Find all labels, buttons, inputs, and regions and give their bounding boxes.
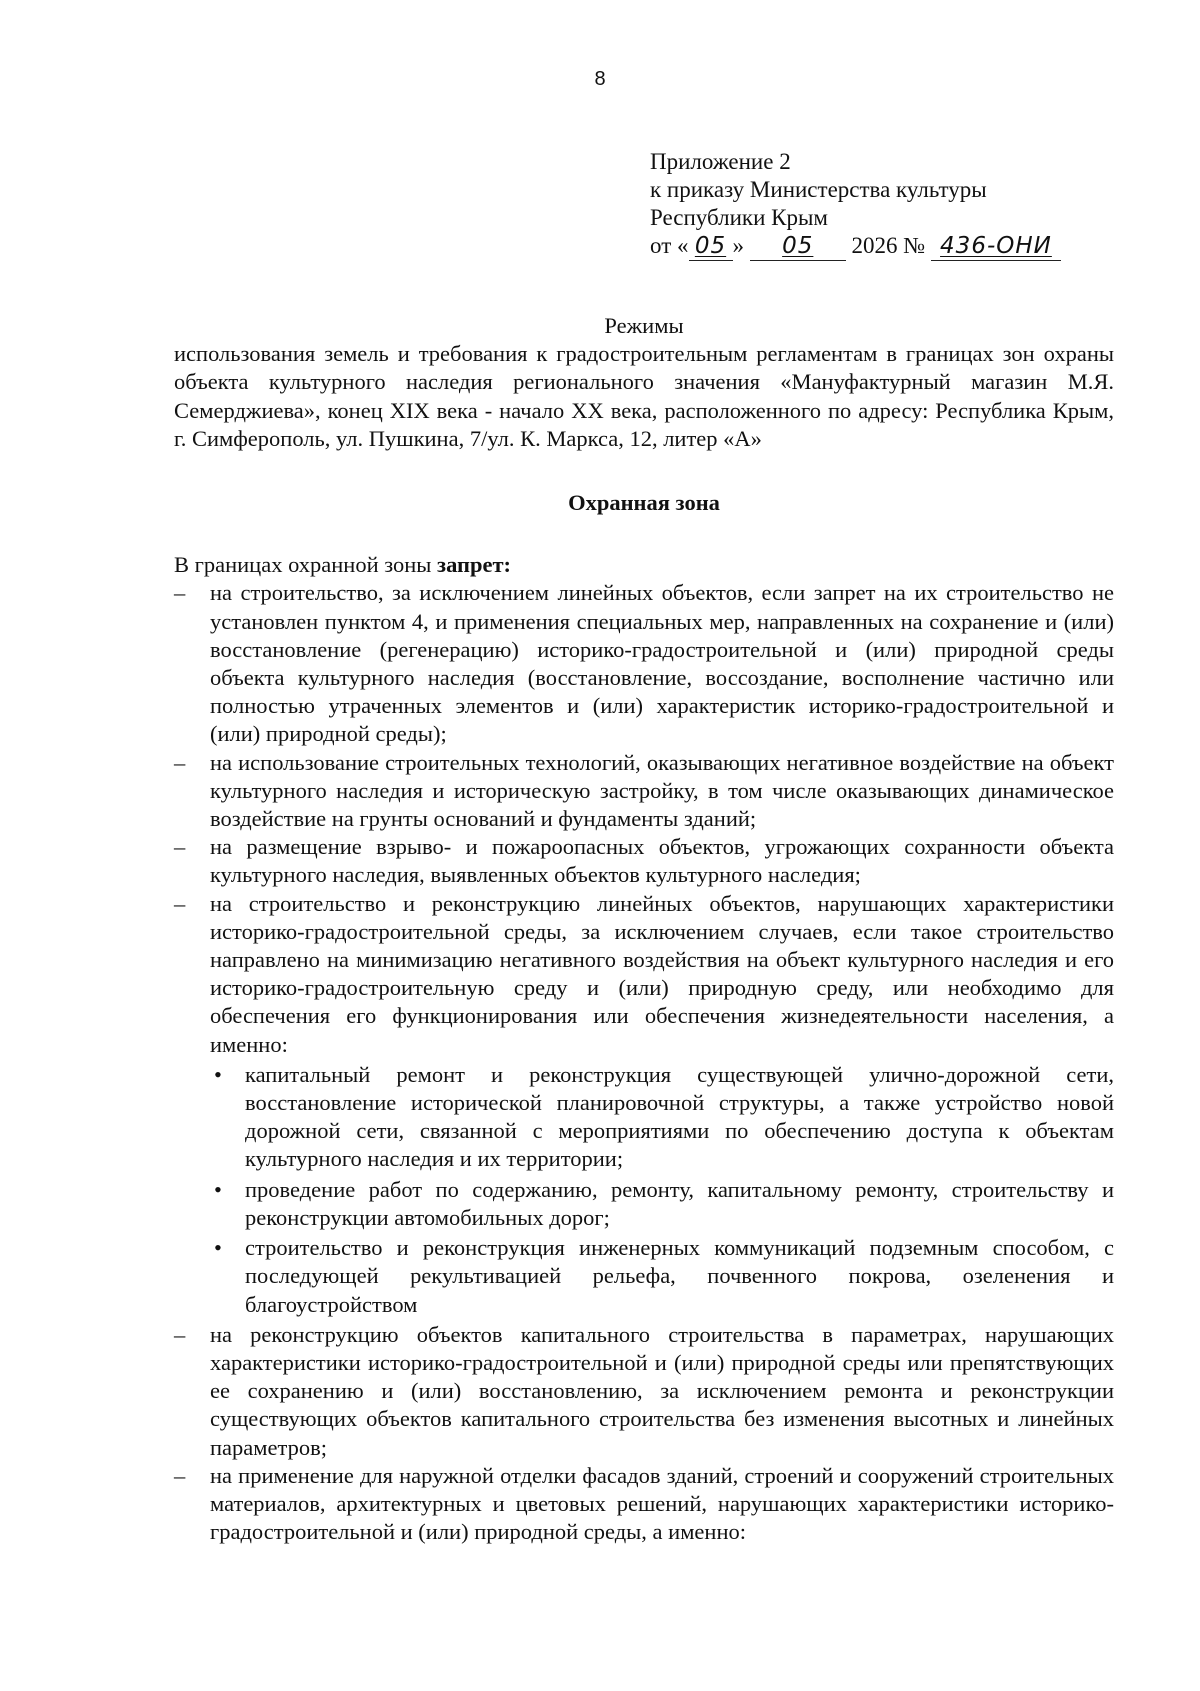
list-item: – на применение для наружной отделки фасадов зданий, строений и сооружений строительных материалов, архитектурных и цветовых решений, нарушающих характеристики историко-градостроительной и (или) природной среды, а именно: (174, 1462, 1114, 1547)
document-title: Режимы (604, 313, 684, 338)
document-body (174, 312, 1114, 1546)
list-item (174, 890, 1114, 1059)
appendix-line-2: к приказу Министерства культуры (650, 177, 987, 202)
date-prefix: от « (650, 233, 689, 258)
handwritten-day: 05 (689, 232, 733, 261)
intro-text: В границах охранной зоны (174, 552, 438, 578)
handwritten-month: 05 (750, 232, 846, 261)
appendix-line-3: Республики Крым (650, 205, 828, 230)
document-subtitle: использования земель и требования к градостроительным регламентам в границах зон охраны объекта культурного наследия регионального значения «Мануфактурный магазин М.Я. Семерджиева», конец XIX века - начало XX века, расположенного по адресу: Республика Крым, г. Симферополь, ул. Пушкина, 7/ул. К. Маркса, 12, литер «А» (174, 341, 1114, 451)
sub-list-item: • строительство и реконструкция инженерных коммуникаций подземным способом, с последующей рекультивацией рельефа, почвенного покрова, озеленения и благоустройством (174, 1234, 1114, 1319)
list-item: – на использование строительных технологий, оказывающих негативное воздействие на объект культурного наследия и историческую застройку, в том числе оказывающих динамическое воздействие на грунты оснований и фундаменты зданий; (174, 749, 1114, 834)
appendix-block (650, 148, 1110, 261)
prohibition-list (174, 579, 1114, 1058)
sub-list (174, 1061, 1114, 1319)
sub-list-item: • капитальный ремонт и реконструкция существующей улично-дорожной сети, восстановление исторической планировочной структуры, а также устройство новой дорожной сети, связанной с мероприятиями по обеспечению доступа к объектам культурного наследия и их территории; (174, 1061, 1114, 1174)
list-item: – на реконструкцию объектов капитального строительства в параметрах, нарушающих характеристики историко-градостроительной и (или) природной среды или препятствующих ее сохранению и (или) восстановлению, за исключением ремонта и реконструкции существующих объектов капитального строительства без изменения высотных и линейных параметров; (174, 1321, 1114, 1462)
zone-heading: Охранная зона (568, 490, 720, 516)
page-number: 8 (594, 68, 606, 90)
intro-bold: запрет: (437, 552, 512, 578)
sub-list-item: • проведение работ по содержанию, ремонту, капитальному ремонту, строительству и реконструкции автомобильных дорог; (174, 1176, 1114, 1232)
list-item-text: на строительство и реконструкцию линейных объектов, нарушающих характеристики историко-градостроительной среды, за исключением случаев, если такое строительство направлено на минимизацию негативного воздействия на объект культурного наследия и его историко-градостроительную среду и (или) природную среду, или необходимо для обеспечения его функционирования или обеспечения жизнедеятельности населения, а именно: (210, 890, 1114, 1057)
intro-line (174, 551, 1114, 579)
prohibition-list-continued (174, 1321, 1114, 1547)
list-item: – на строительство, за исключением линейных объектов, если запрет на их строительство не установлен пунктом 4, и применения специальных мер, направленных на сохранение и (или) восстановление (регенерацию) историко-градостроительной и (или) природной среды объекта культурного наследия (восстановление, воссоздание, восполнение частично или полностью утраченных элементов и (или) характеристик историко-градостроительной и (или) природной среды); (174, 579, 1114, 748)
date-mid: » (732, 233, 744, 258)
list-item: – на размещение взрыво- и пожароопасных объектов, угрожающих сохранности объекта культурного наследия, выявленных объектов культурного наследия; (174, 833, 1114, 889)
appendix-line-1: Приложение 2 (650, 149, 791, 174)
handwritten-order-number: 436-ОНИ (931, 232, 1061, 261)
date-year: 2026 № (851, 233, 926, 258)
appendix-date-line (650, 232, 1110, 261)
